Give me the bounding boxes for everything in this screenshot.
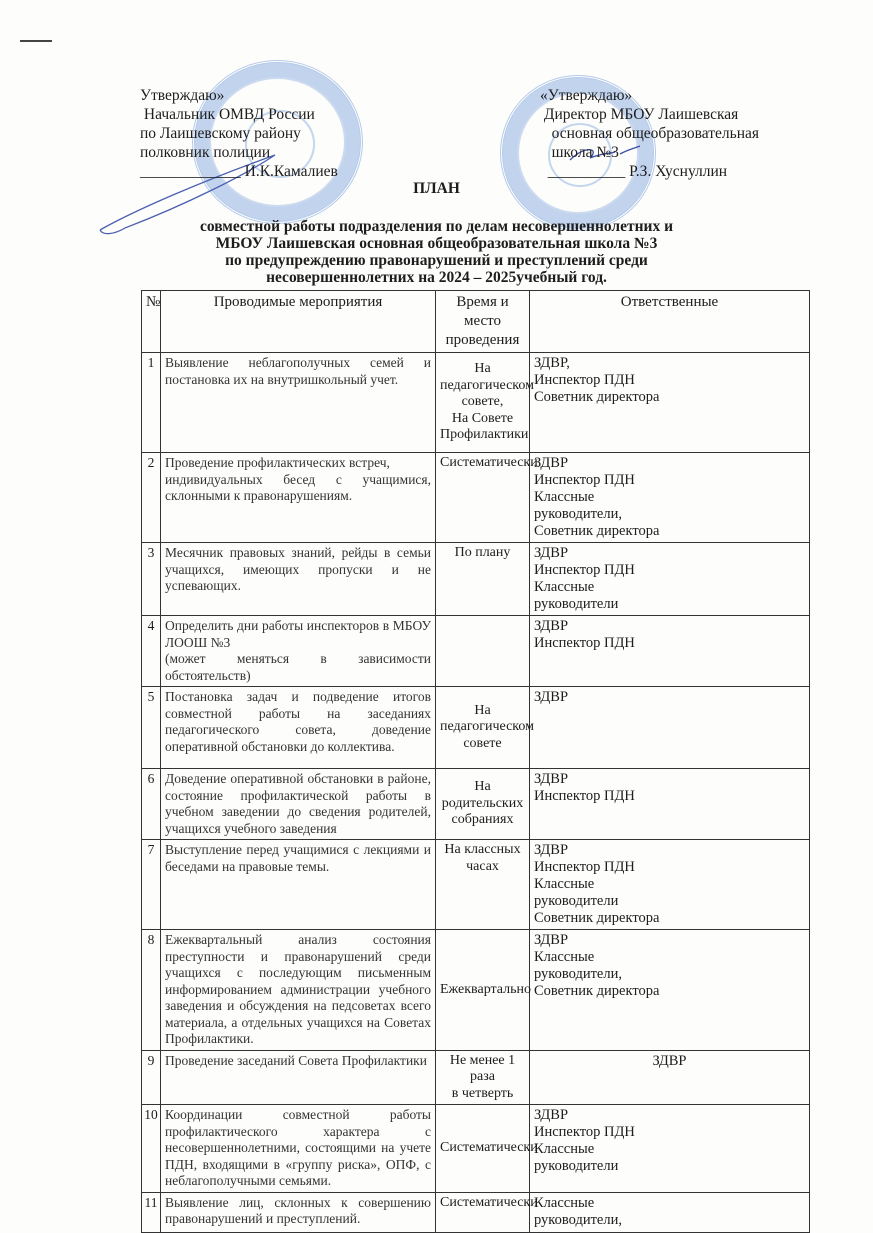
responsible-cell: ЗДВР Классные руководители, Советник директора	[530, 930, 810, 1051]
activity-cell: Ежеквартальный анализ состояния преступности и правонарушений среди учащихся с последующим письменным информированием администрации учебного заведения и обсуждения на педсоветах всего материала, а отдельных учащихся на Советах Профилактики.	[161, 930, 436, 1051]
responsible-cell: ЗДВР	[530, 687, 810, 769]
time-place-cell: Систематически	[436, 453, 530, 543]
table-row	[142, 1050, 810, 1105]
time-place-cell: На педагогическом совете	[436, 687, 530, 769]
activity-cell: Определить дни работы инспекторов в МБОУ ЛООШ №3 (может меняться в зависимости обстоятельств)	[161, 616, 436, 687]
responsible-cell: ЗДВР Инспектор ПДН	[530, 769, 810, 840]
responsible-cell: Классные руководители,	[530, 1192, 810, 1232]
table-row	[142, 616, 810, 687]
header-activity: Проводимые мероприятия	[161, 291, 436, 353]
table-row	[142, 687, 810, 769]
time-place-cell: На педагогическом совете, На Совете Профилактики	[436, 353, 530, 453]
activity-cell: Выступление перед учащимися с лекциями и беседами на правовые темы.	[161, 840, 436, 930]
table-header-row	[142, 291, 810, 353]
table-row	[142, 840, 810, 930]
responsible-cell: ЗДВР	[530, 1050, 810, 1105]
approval-police: Утверждаю» Начальник ОМВД России по Лаишевскому району полковник полиции _____________ И.К.Камалиев	[140, 87, 338, 180]
responsible-cell: ЗДВР Инспектор ПДН Классные руководители Советник директора	[530, 840, 810, 930]
activity-cell: Выявление неблагополучных семей и постановка их на внутришкольный учет.	[161, 353, 436, 453]
header-time-place: Время и место проведения	[436, 291, 530, 353]
header-responsible: Ответственные	[530, 291, 810, 353]
time-place-cell: На родительских собраниях	[436, 769, 530, 840]
table-row	[142, 769, 810, 840]
activity-cell: Месячник правовых знаний, рейды в семьи учащихся, имеющих пропуски и не успевающих.	[161, 543, 436, 616]
row-number: 4	[142, 616, 161, 687]
scan-mark	[20, 40, 52, 42]
activity-cell: Постановка задач и подведение итогов совместной работы на заседаниях педагогического совета, доведение оперативной обстановки до коллектива.	[161, 687, 436, 769]
document-subtitle: совместной работы подразделения по делам несовершеннолетних и МБОУ Лаишевская основная общеобразовательная школа №3 по предупреждению правонарушений и преступлений среди несовершеннолетних на 2024 – 2025учебный год.	[199, 218, 674, 286]
table-row	[142, 930, 810, 1051]
table-row	[142, 353, 810, 453]
document-title: ПЛАН	[413, 180, 460, 197]
row-number: 1	[142, 353, 161, 453]
row-number: 10	[142, 1105, 161, 1193]
row-number: 7	[142, 840, 161, 930]
responsible-cell: ЗДВР Инспектор ПДН Классные руководители	[530, 1105, 810, 1193]
time-place-cell	[436, 616, 530, 687]
plan-table	[141, 290, 810, 1233]
responsible-cell: ЗДВР Инспектор ПДН Классные руководители, Советник директора	[530, 453, 810, 543]
responsible-cell: ЗДВР Инспектор ПДН	[530, 616, 810, 687]
row-number: 5	[142, 687, 161, 769]
table-row	[142, 543, 810, 616]
time-place-cell: По плану	[436, 543, 530, 616]
row-number: 2	[142, 453, 161, 543]
table-row	[142, 453, 810, 543]
time-place-cell: Не менее 1 раза в четверть	[436, 1050, 530, 1105]
approval-school: «Утверждаю» Директор МБОУ Лаишевская основная общеобразовательная школа №3 __________ Р.З. Хуснуллин	[540, 87, 760, 180]
row-number: 6	[142, 769, 161, 840]
activity-cell: Проведение заседаний Совета Профилактики	[161, 1050, 436, 1105]
table-row	[142, 1192, 810, 1232]
row-number: 8	[142, 930, 161, 1051]
table-row	[142, 1105, 810, 1193]
responsible-cell: ЗДВР, Инспектор ПДН Советник директора	[530, 353, 810, 453]
activity-cell: Доведение оперативной обстановки в районе, состояние профилактической работы в учебном заведении до сведения родителей, учащихся учебного заведения	[161, 769, 436, 840]
activity-cell: Проведение профилактических встреч, индивидуальных бесед с учащимися, склонными к правонарушениям.	[161, 453, 436, 543]
header-number: №	[142, 291, 161, 353]
activity-cell: Координации совместной работы профилактического характера с несовершеннолетними, состоящими на учете ПДН, входящими в «группу риска», ОПФ, с неблагополучными семьями.	[161, 1105, 436, 1193]
time-place-cell: На классных часах	[436, 840, 530, 930]
row-number: 3	[142, 543, 161, 616]
time-place-cell: Систематически	[436, 1105, 530, 1193]
row-number: 9	[142, 1050, 161, 1105]
row-number: 11	[142, 1192, 161, 1232]
time-place-cell: Ежеквартально	[436, 930, 530, 1051]
activity-cell: Выявление лиц, склонных к совершению правонарушений и преступлений.	[161, 1192, 436, 1232]
time-place-cell: Систематически	[436, 1192, 530, 1232]
responsible-cell: ЗДВР Инспектор ПДН Классные руководители	[530, 543, 810, 616]
